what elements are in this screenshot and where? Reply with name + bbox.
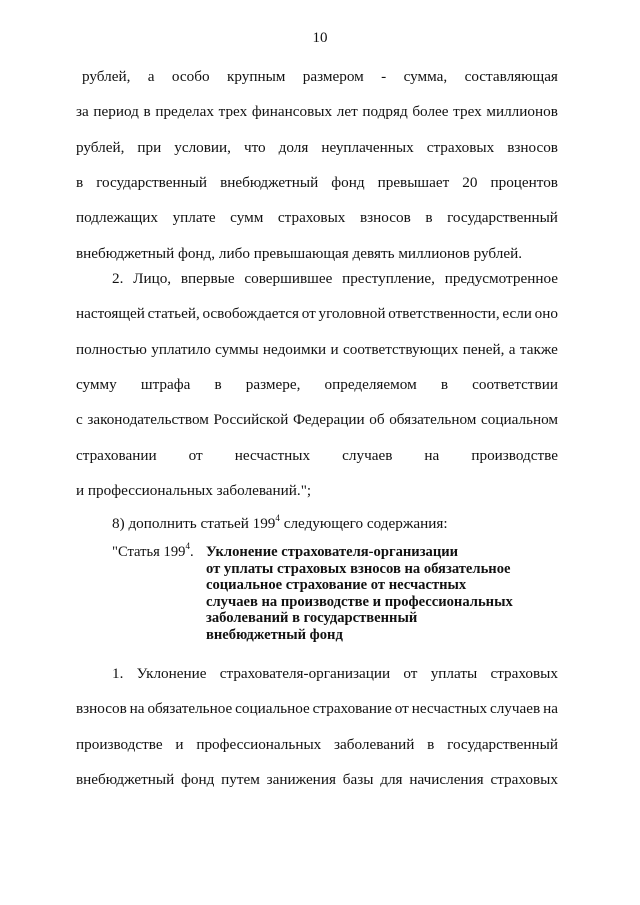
word: государственный [96,173,208,191]
word: страховых [490,665,558,682]
line-text: внебюджетный фонд, либо превышающая девять миллионов рублей. [76,244,523,262]
word: совершившее [244,270,333,287]
word: производстве [76,735,163,753]
word: финансовых [251,103,333,121]
word: сумму [76,375,117,393]
article-title-line: Уклонение страхователя-организации [206,544,459,560]
word: определяемом [324,375,417,393]
word: на [424,446,440,464]
word: составляющая [464,68,558,85]
word: внебюджетный [220,173,319,191]
word: для [380,770,403,788]
word: соответствии [472,375,558,393]
item-8-line [112,514,558,534]
word: за [76,103,89,121]
word: случаев [342,446,393,464]
word: недоимки [262,340,327,358]
word: обязательное [147,700,233,718]
word: уголовной [318,305,386,323]
word: условии, [174,138,231,156]
text-line [76,304,558,324]
word: фонд [181,770,215,788]
word: Российской [213,411,289,429]
text-line [76,446,558,466]
word: базы [342,770,374,788]
word: взносов [76,700,127,718]
word: впервые [180,270,235,287]
word: с [76,411,83,429]
word: от [301,305,316,323]
item-8-superscript: 4 [275,513,280,523]
word: в [425,209,433,227]
word: внебюджетный [76,770,175,788]
word: неуплаченных [321,138,414,156]
word: суммы [215,340,259,358]
word: период [93,103,139,121]
text-line [76,208,558,228]
word: на [129,700,145,718]
word: несчастных [411,700,488,718]
word: от [188,446,203,464]
word: страхователя-организации [219,665,391,682]
word: а [508,340,516,358]
word: доля [278,138,309,156]
word: уплатило [151,340,211,358]
word: миллионов [486,103,558,121]
word: государственный [447,735,558,753]
word: подряд [362,103,408,121]
word: заболеваний [334,735,415,753]
word: несчастных [234,446,311,464]
word: настоящей [76,305,145,323]
text-line [76,735,558,755]
word: а [147,68,155,85]
word: что [243,138,266,156]
word: трех [218,103,248,121]
word: Уклонение [136,665,207,682]
article-title [206,544,536,644]
word: размером [302,68,364,85]
word: освобождается [202,305,300,323]
word: лет [336,103,358,121]
item-8-text-end: следующего содержания: [279,515,448,532]
text-line [76,173,558,193]
word: 1. [112,665,124,682]
word: 2. [112,270,124,287]
word: случаев [489,700,541,718]
text-line [76,138,558,158]
text-line [112,664,558,684]
word: в [76,173,84,191]
word: уплате [172,209,216,227]
article-title-line: внебюджетный фонд [206,626,343,643]
word: профессиональных [196,735,322,753]
word: в [427,735,435,753]
word: фонд [331,173,365,191]
word: преступление, [342,270,435,287]
word: оно [534,305,558,323]
word: начисления [409,770,484,788]
text-line [76,770,558,790]
word: и [330,340,339,358]
word: от [394,700,409,718]
article-title-line: социальное страхование от несчастных [206,577,467,594]
text-line [76,410,558,430]
word: обязательном [389,411,477,429]
word: Федерации [292,411,365,429]
word: трех [453,103,482,121]
word: законодательством [87,411,209,429]
line-text: и профессиональных заболеваний."; [76,481,312,499]
word: - [381,68,387,85]
word: штрафа [140,375,191,393]
word: пеней, [462,340,505,358]
word: при [137,138,162,156]
word: также [519,340,558,358]
article-title-line: случаев на производстве и профессиональных [206,593,513,610]
word: производстве [471,446,558,464]
word: Лицо, [133,270,172,287]
text-line [76,699,558,719]
text-line [76,481,558,501]
word: 20 [462,173,478,191]
page-number: 10 [312,30,328,46]
word: более [412,103,449,121]
word: рублей, [76,138,125,156]
word: превышает [377,173,450,191]
word: подлежащих [76,209,158,227]
word: взносов [359,209,411,227]
word: соответствующих [343,340,459,358]
word: взносов [507,138,558,156]
word: на [543,700,558,718]
word: в [143,103,151,121]
word: пределах [155,103,214,121]
word: полностью [76,340,147,358]
word: страховании [76,446,157,464]
word: особо [171,68,210,85]
word: процентов [490,173,558,191]
word: страхование [312,700,392,718]
word: страховых [426,138,495,156]
word: страховых [277,209,346,227]
word: сумма, [403,68,448,85]
word: уплаты [430,665,478,682]
item-8-text: 8) дополнить статьей 199 [112,515,276,532]
word: предусмотренное [444,270,558,287]
text-line [76,244,558,264]
word: страховых [490,770,558,788]
text-line [76,340,558,360]
word: рублей, [82,68,131,85]
word: размере, [245,375,301,393]
word: сумм [230,209,264,227]
article-title-line: от уплаты страховых взносов на обязательное [206,560,511,577]
word: если [502,305,532,323]
word: об [369,411,385,429]
word: социальном [480,411,558,429]
word: ответственности, [388,305,500,323]
word: крупным [226,68,286,85]
word: статьей, [147,305,200,323]
article-title-line: заболеваний в государственный [206,610,418,627]
article-label: "Статья $199^4$. [112,541,194,560]
word: от [403,665,418,682]
word: социальное [235,700,310,718]
word: в [214,375,222,393]
word: в [440,375,448,393]
text-line [112,269,558,289]
word: занижения [266,770,336,788]
text-line [82,67,558,87]
word: государственный [447,209,558,227]
text-line [76,375,558,395]
word: и [175,735,184,753]
word: путем [221,770,260,788]
text-line [76,102,558,122]
